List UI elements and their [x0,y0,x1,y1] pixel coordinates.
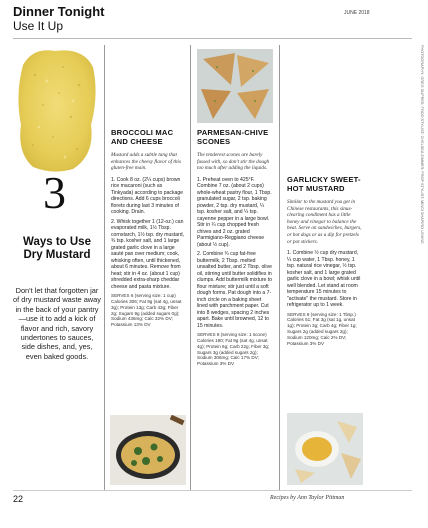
footer-rule [13,490,412,491]
recipe-broccoli-mac [111,128,185,328]
nutrition-info: SERVES 8 (serving size: 1 scone) Calories 190; Fat 9g (sat 4g, unsat 4g); Protein 6g; Carb 22g; Fiber 3g; Sugars 3g (added sugars 2g); Sodium 306mg; Calc 17% DV; Potassium 3% DV [197,332,270,367]
recipe-title: PARMESAN-CHIVE SCONES [197,128,269,146]
header-rule [13,38,412,39]
recipe-steps [197,177,273,330]
issue-date: JUNE 2018 [344,10,370,16]
section-title: Dinner Tonight [13,4,105,19]
column-divider [104,45,105,490]
scones-photo [197,49,273,123]
feature-heading: Ways to Use Dry Mustard [23,236,91,261]
recipe-step: 2. Whisk together 1 (12-oz.) can evaporated milk, 1½ Tbsp. cornstarch, 1½ tsp. dry mustard, ¾ tsp. kosher salt, and 1 large grated garlic clove in a large sauté pan over medium; cook, whisking often, until thickened, about 6 minutes. Remove from heat; stir in 4 oz. (about 1 cup) shredded extra-sharp cheddar cheese and pasta mixture. [111,218,185,290]
recipe-step: 1. Cook 8 oz. (2¼ cups) brown rice macaroni (such as Tinkyada) according to package directions. Add 6 cups broccoli florets during last 3 minutes of cooking. Drain. [111,176,184,216]
recipe-title: GARLICKY SWEET-HOT MUSTARD [287,175,361,193]
recipe-steps [111,177,185,291]
photo-credit [418,45,424,515]
mustard-powder-image [13,45,98,175]
recipe-title: BROCCOLI MAC AND CHEESE [111,128,174,146]
feature-number: 3 [43,167,66,218]
recipe-parmesan-scones [197,128,273,367]
mac-and-cheese-photo [110,415,186,485]
mustard-dip-photo [287,413,363,485]
page-number: 22 [13,494,24,504]
recipe-step: 1. Combine ½ cup dry mustard, ¼ cup water, 1 Tbsp. honey, 1 tsp. natural rice vinegar, ½ tsp. kosher salt, and 1 large grated garlic clove in a bowl; whisk until well blended. Let stand at room temperature 15 minutes to "activate" the mustard. Store in refrigerator up to 1 week. [287,250,361,309]
nutrition-info: SERVES 6 (serving size: 1 cup) Calories 306; Fat 9g (sat 4g, unsat 3g); Protein 13g; Carb 43g; Fiber 2g; Sugars 9g (added sugars 0g); Sodium 436mg; Calc 32% DV; Potassium 13% DV [111,293,182,328]
feature-intro: Don't let that forgotten jar of dry mustard waste away in the back of your pantry—use it to add a kick of flavor and rich, savory undertones to sauces, side dishes, and, yes, even baked goods. [13,286,101,361]
section-header [13,4,104,33]
recipe-steps [287,250,363,309]
column-divider [279,45,280,490]
recipe-description: Similar to the mustard you get in Chinese restaurants, this sinus-clearing condiment has a little honey and vinegar to balance the heat. Serve on sandwiches, burgers, or hot dogs or as a dip for pretzels or pot stickers. [287,199,362,245]
recipe-step: 2. Combine ¾ cup fat-free buttermilk, 2 Tbsp. melted unsalted butter, and 2 Tbsp. olive oil, stirring until butter solidifies in clumps. Add buttermilk mixture to flour mixture; stir just until a soft dough forms. Pat dough into a 7-inch circle on a baking sheet lined with parchment paper. Cut into 8 wedges, spacing 2 inches apart. Bake until browned, 12 to 15 minutes. [197,251,273,329]
nutrition-info: SERVES 8 (serving size: 1 Tbsp.) Calories 51; Fat 3g (sat 1g, unsat 1g); Protein 3g; Carb 4g; Fiber 1g; Sugars 2g (added sugars 2g); Sodium 120mg; Calc 2% DV; Potassium 3% DV [287,311,357,346]
section-subtitle: Use It Up [13,19,64,33]
recipe-description: The tenderest scones are barely fussed with, so don't stir the dough too much after adding the liquids. [197,152,270,172]
photo-credit-text: PHOTOGRAPHY: GREG DUPREE; FOOD STYLIST: CHELSEA ZIMMER; PROP STYLIST: MINDI SHAPIRO LEVINE [420,45,424,244]
recipe-description: Mustard adds a subtle tang that enhances the cheesy flavor of this gluten-free main. [111,152,181,172]
recipe-sweet-hot-mustard [287,175,363,346]
recipe-step: 1. Preheat oven to 425°F. Combine 7 oz. (about 2 cups) whole-wheat pastry flour, 1 Tbsp. granulated sugar, 2 tsp. baking powder, 2 tsp. dry mustard, ¼ tsp. kosher salt, and ¼ tsp. cayenne pepper in a large bowl. Stir in ¼ cup chopped fresh chives and 2 oz. grated Parmigiano-Reggiano cheese (about ½ cup). [197,176,272,248]
recipes-credit: Recipes by Ann Taylor Pittman [270,495,345,501]
column-divider [190,45,191,490]
